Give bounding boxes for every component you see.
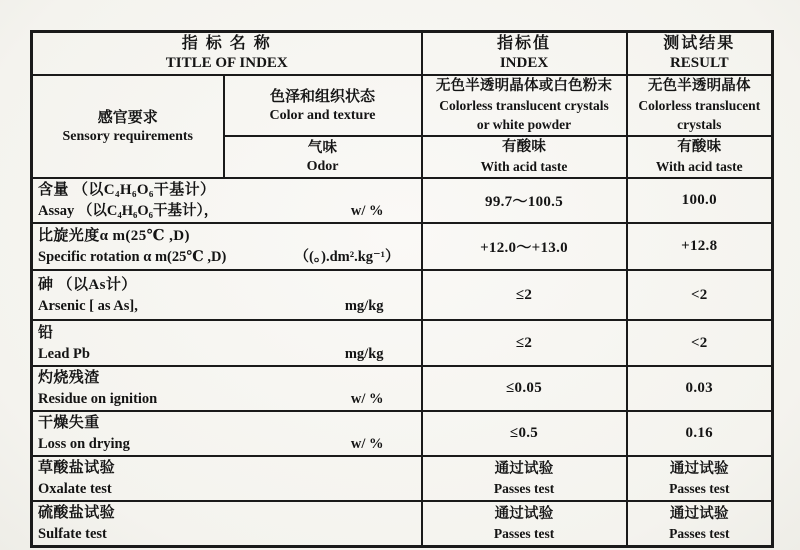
assay-row — [32, 178, 773, 223]
odor-result-zh: 有酸味 — [677, 139, 722, 155]
oxalate-test-en: Oxalate test — [38, 481, 112, 497]
arsenic-en: Arsenic [ as As], — [38, 297, 138, 314]
odor-name-cell — [224, 136, 422, 178]
specific-rotation-zh: 比旋光度α m(25℃ ,D) — [38, 228, 190, 244]
sulfate-test-index-en: Passes test — [493, 525, 555, 541]
sensory-label-zh: 感官要求 — [97, 109, 158, 126]
assay-en: Assay （以C₄H₆O₆干基计）， — [38, 203, 219, 219]
odor-zh: 气味 — [307, 139, 338, 156]
color-texture-result-cell — [627, 75, 773, 136]
sulfate-test-en: Sulfate test — [38, 526, 107, 542]
residue-on-ignition-unit: w/ % — [350, 391, 384, 407]
color-texture-row — [32, 75, 773, 136]
odor-result-en: With acid taste — [655, 159, 743, 174]
oxalate-test-result-zh: 通过试验 — [669, 460, 729, 477]
residue-on-ignition-row — [32, 366, 773, 411]
odor-index-en: With acid taste — [480, 159, 568, 174]
arsenic-result-value: <2 — [627, 270, 773, 320]
specific-rotation-row — [32, 223, 773, 270]
odor-index-cell — [422, 136, 627, 178]
loss-on-drying-index-value: ≤0.5 — [422, 411, 627, 456]
assay-index-value: 99.7～100.5 — [422, 178, 627, 223]
residue-on-ignition-name-cell — [32, 366, 422, 411]
header-result-cell — [627, 32, 773, 76]
loss-on-drying-row — [32, 411, 773, 456]
residue-on-ignition-result-value: 0.03 — [627, 366, 773, 411]
lead-unit: mg/kg — [344, 345, 384, 362]
header-index-en: INDEX — [499, 55, 549, 71]
sulfate-test-result-zh: 通过试验 — [669, 505, 729, 522]
sulfate-test-result-en: Passes test — [669, 525, 730, 541]
header-title-cell — [32, 32, 422, 76]
sensory-label-cell — [32, 75, 224, 178]
header-title-zh: 指 标 名 称 — [181, 35, 272, 52]
header-row — [32, 32, 773, 76]
sensory-label-en: Sensory requirements — [62, 128, 194, 144]
assay-name-cell — [32, 178, 422, 223]
loss-on-drying-zh: 干燥失重 — [38, 415, 100, 431]
odor-index-zh: 有酸味 — [501, 139, 547, 155]
header-result-zh: 测试结果 — [663, 35, 736, 52]
lead-index-value: ≤2 — [422, 320, 627, 366]
color-texture-index-zh: 无色半透明晶体或白色粉末 — [435, 78, 613, 94]
color-texture-result-en1: Colorless translucent — [638, 98, 761, 113]
odor-result-cell — [627, 136, 773, 178]
oxalate-test-result-cell — [627, 456, 773, 501]
sulfate-test-row — [32, 501, 773, 547]
oxalate-test-index-zh: 通过试验 — [494, 460, 554, 477]
sulfate-test-index-zh: 通过试验 — [494, 505, 554, 522]
color-texture-index-cell — [422, 75, 627, 136]
arsenic-name-cell — [32, 270, 422, 320]
color-texture-result-zh: 无色半透明晶体 — [647, 78, 751, 94]
header-title-en: TITLE OF INDEX — [165, 55, 288, 71]
arsenic-zh: 砷 （以As计） — [38, 276, 137, 293]
oxalate-test-result-en: Passes test — [669, 480, 730, 496]
residue-on-ignition-index-value: ≤0.05 — [422, 366, 627, 411]
lead-result-value: <2 — [627, 320, 773, 366]
specific-rotation-result-value: +12.8 — [627, 223, 773, 270]
color-texture-en: Color and texture — [269, 107, 376, 123]
sulfate-test-name-cell — [32, 501, 422, 547]
header-index-zh: 指标值 — [497, 35, 552, 52]
assay-unit: w/ % — [350, 203, 384, 219]
color-texture-index-en2: or white powder — [476, 117, 572, 132]
residue-on-ignition-en: Residue on ignition — [38, 391, 158, 407]
specific-rotation-en: Specific rotation α m(25℃ ,D) — [38, 249, 227, 265]
specific-rotation-unit: （(。).dm².kg⁻¹） — [294, 249, 400, 265]
header-result-en: RESULT — [669, 55, 729, 71]
color-texture-name-cell — [224, 75, 422, 136]
lead-zh: 铅 — [38, 324, 54, 341]
arsenic-unit: mg/kg — [344, 297, 384, 314]
odor-en: Odor — [306, 158, 339, 174]
lead-row — [32, 320, 773, 366]
lead-name-cell — [32, 320, 422, 366]
specific-rotation-index-value: +12.0～+13.0 — [422, 223, 627, 270]
assay-result-value: 100.0 — [627, 178, 773, 223]
oxalate-test-index-cell — [422, 456, 627, 501]
loss-on-drying-name-cell — [32, 411, 422, 456]
sulfate-test-result-cell — [627, 501, 773, 547]
oxalate-test-index-en: Passes test — [493, 480, 555, 496]
loss-on-drying-result-value: 0.16 — [627, 411, 773, 456]
oxalate-test-row — [32, 456, 773, 501]
color-texture-zh: 色泽和组织状态 — [270, 88, 376, 105]
loss-on-drying-en: Loss on drying — [38, 436, 130, 452]
sulfate-test-zh: 硫酸盐试验 — [38, 505, 116, 521]
arsenic-row — [32, 270, 773, 320]
color-texture-result-en2: crystals — [677, 117, 722, 132]
color-texture-index-en1: Colorless translucent crystals — [439, 98, 609, 113]
specific-rotation-name-cell — [32, 223, 422, 270]
assay-zh: 含量 （以C₄H₆O₆干基计） — [38, 182, 216, 198]
lead-en: Lead Pb — [38, 345, 90, 362]
header-index-cell — [422, 32, 627, 76]
oxalate-test-zh: 草酸盐试验 — [38, 460, 116, 476]
loss-on-drying-unit: w/ % — [350, 436, 384, 452]
residue-on-ignition-zh: 灼烧残渣 — [38, 370, 100, 386]
arsenic-index-value: ≤2 — [422, 270, 627, 320]
oxalate-test-name-cell — [32, 456, 422, 501]
sulfate-test-index-cell — [422, 501, 627, 547]
spec-table — [30, 30, 774, 548]
